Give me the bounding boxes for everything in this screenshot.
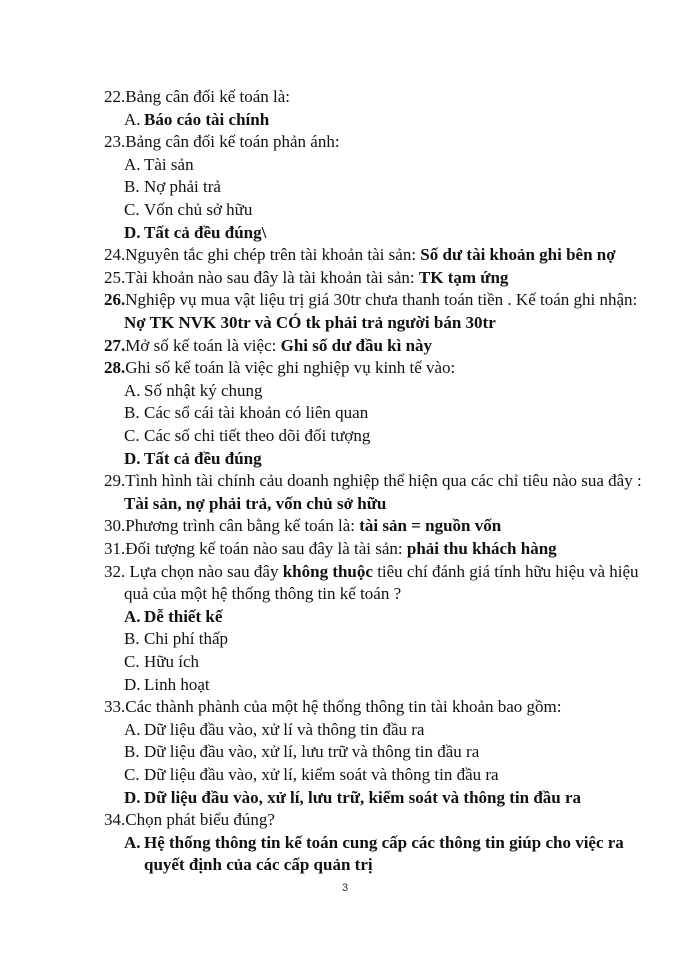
answer-option [124, 832, 624, 854]
option-letter: A. [124, 832, 141, 852]
option-text: Các số chi tiết theo dõi đối tượng [144, 426, 371, 445]
question-line [104, 470, 642, 492]
answer-option [124, 380, 263, 402]
answer-option [124, 674, 210, 696]
answer-option [124, 628, 228, 650]
option-text: Hữu ích [144, 652, 200, 671]
option-letter: A. [124, 154, 141, 174]
option-letter: D. [124, 222, 141, 242]
option-text: Tất cả đều đúng [144, 448, 262, 468]
answer-option [124, 764, 499, 786]
answer-option [124, 606, 222, 628]
option-letter: A. [124, 606, 141, 626]
option-letter: A. [124, 109, 141, 129]
question-number: 32. [104, 561, 130, 581]
question-text: Nguyên tắc ghi chép trên tài khoản tài sản: [125, 245, 421, 265]
answer-text: Số dư tài khoản ghi bên nợ [420, 245, 616, 265]
question-text: Tài khoản nào sau đây là tài khoản tài sản: [125, 267, 419, 287]
continuation-line [124, 493, 386, 515]
question-number: 33. [104, 697, 126, 717]
option-text: Dữ liệu đầu vào, xử lí, lưu trữ và thông tin đầu ra [144, 742, 480, 762]
question-line [104, 131, 340, 153]
question-text: Đối tượng kế toán nào sau đây là tài sản: [125, 539, 407, 558]
option-letter: B. [124, 742, 140, 762]
question-line [104, 244, 616, 266]
answer-option [124, 425, 370, 447]
option-text: Dữ liệu đầu vào, xử lí, lưu trữ, kiểm soát và thông tin đầu ra [144, 787, 582, 807]
option-letter: A. [124, 719, 141, 739]
question-number: 30. [104, 516, 126, 536]
option-text: Dễ thiết kế [144, 606, 223, 626]
question-line [104, 515, 501, 537]
option-text: Dữ liệu đầu vào, xử lí, kiểm soát và thông tin đầu ra [144, 765, 499, 784]
continuation-line [144, 854, 373, 876]
option-letter: A. [124, 380, 141, 400]
question-number: 23. [104, 132, 126, 152]
continuation-line [124, 312, 496, 334]
answer-text: Ghi số dư đầu kì này [280, 335, 433, 355]
option-letter: C. [124, 765, 140, 784]
option-text: Tài sản [144, 154, 194, 174]
answer-option [124, 199, 252, 221]
question-number: 26. [104, 290, 126, 310]
option-letter: B. [124, 629, 140, 649]
question-line [104, 267, 508, 289]
question-text: Các thành phành của một hệ thống thông tin tài khoản bao gồm: [125, 697, 562, 717]
option-text: Số nhật ký chung [144, 380, 263, 400]
answer-option [124, 154, 194, 176]
option-letter: D. [124, 448, 141, 468]
question-line [104, 335, 432, 357]
answer-text: phải thu khách hàng [406, 539, 557, 558]
question-number: 22. [104, 87, 126, 106]
answer-option [124, 448, 262, 470]
continuation-line [124, 583, 401, 605]
question-text-tail: tiêu chí đánh giá tính hữu hiệu và hiệu [372, 561, 639, 581]
question-line [104, 357, 455, 379]
option-letter: B. [124, 177, 140, 197]
option-letter: D. [124, 787, 141, 807]
question-number: 31. [104, 539, 126, 558]
question-number: 25. [104, 267, 126, 287]
question-text: Bảng cân đối kế toán là: [125, 87, 291, 106]
option-text: Nợ phải trả [144, 177, 221, 197]
question-number: 28. [104, 358, 126, 378]
answer-option [124, 222, 266, 244]
question-line [104, 289, 637, 311]
question-line [104, 696, 562, 718]
answer-option [124, 109, 269, 131]
option-letter: B. [124, 403, 140, 423]
question-text: Ghi số kế toán là việc ghi nghiệp vụ kinh tế vào: [125, 358, 456, 378]
question-line [104, 561, 639, 583]
answer-text: TK tạm ứng [418, 267, 509, 287]
question-text: Nghiệp vụ mua vật liệu trị giá 30tr chưa thanh toán tiền . Kế toán ghi nhận: [125, 290, 638, 310]
option-letter: C. [124, 200, 140, 219]
question-line [104, 809, 275, 831]
continuation-text: quyết định của các cấp quản trị [144, 855, 373, 875]
option-text: Tất cả đều đúng\ [144, 222, 267, 242]
option-text: Linh hoạt [144, 674, 210, 694]
page-number: 3 [342, 882, 349, 894]
question-number: 27. [104, 335, 126, 355]
option-text: Báo cáo tài chính [144, 109, 270, 129]
question-text: Mở số kế toán là việc: [125, 335, 281, 355]
answer-option [124, 176, 221, 198]
question-line [104, 86, 290, 108]
option-text: Hệ thống thông tin kế toán cung cấp các thông tin giúp cho việc ra [144, 832, 624, 852]
continuation-text: Tài sản, nợ phải trả, vốn chủ sở hữu [124, 493, 387, 513]
question-text: Phương trình cân bằng kế toán là: [125, 516, 360, 536]
answer-option [124, 651, 199, 673]
question-text: Chọn phát biểu đúng? [125, 810, 275, 830]
answer-text: tài sản = nguồn vốn [359, 516, 502, 536]
option-letter: C. [124, 652, 140, 671]
continuation-text: quả của một hệ thống thông tin kế toán ? [124, 584, 402, 604]
answer-option [124, 719, 424, 741]
option-letter: C. [124, 426, 140, 445]
continuation-text: Nợ TK NVK 30tr và CÓ tk phải trả người bán 30tr [124, 313, 496, 332]
question-number: 29. [104, 471, 126, 491]
question-line [104, 538, 557, 560]
question-text: Bảng cân đối kế toán phản ánh: [125, 132, 340, 152]
option-text: Các sổ cái tài khoản có liên quan [144, 403, 369, 423]
option-letter: D. [124, 674, 141, 694]
question-text: Tình hình tài chính cảu doanh nghiệp thể hiện qua các chỉ tiêu nào sua đây : [125, 471, 642, 491]
option-text: Chi phí thấp [144, 629, 229, 649]
answer-option [124, 741, 479, 763]
question-text: Lựa chọn nào sau đây [129, 561, 283, 581]
question-number: 34. [104, 810, 126, 830]
answer-option [124, 787, 581, 809]
question-number: 24. [104, 245, 126, 265]
answer-option [124, 402, 368, 424]
option-text: Vốn chủ sở hữu [144, 200, 253, 219]
answer-text: không thuộc [282, 561, 373, 581]
option-text: Dữ liệu đầu vào, xử lí và thông tin đầu ra [144, 719, 425, 739]
